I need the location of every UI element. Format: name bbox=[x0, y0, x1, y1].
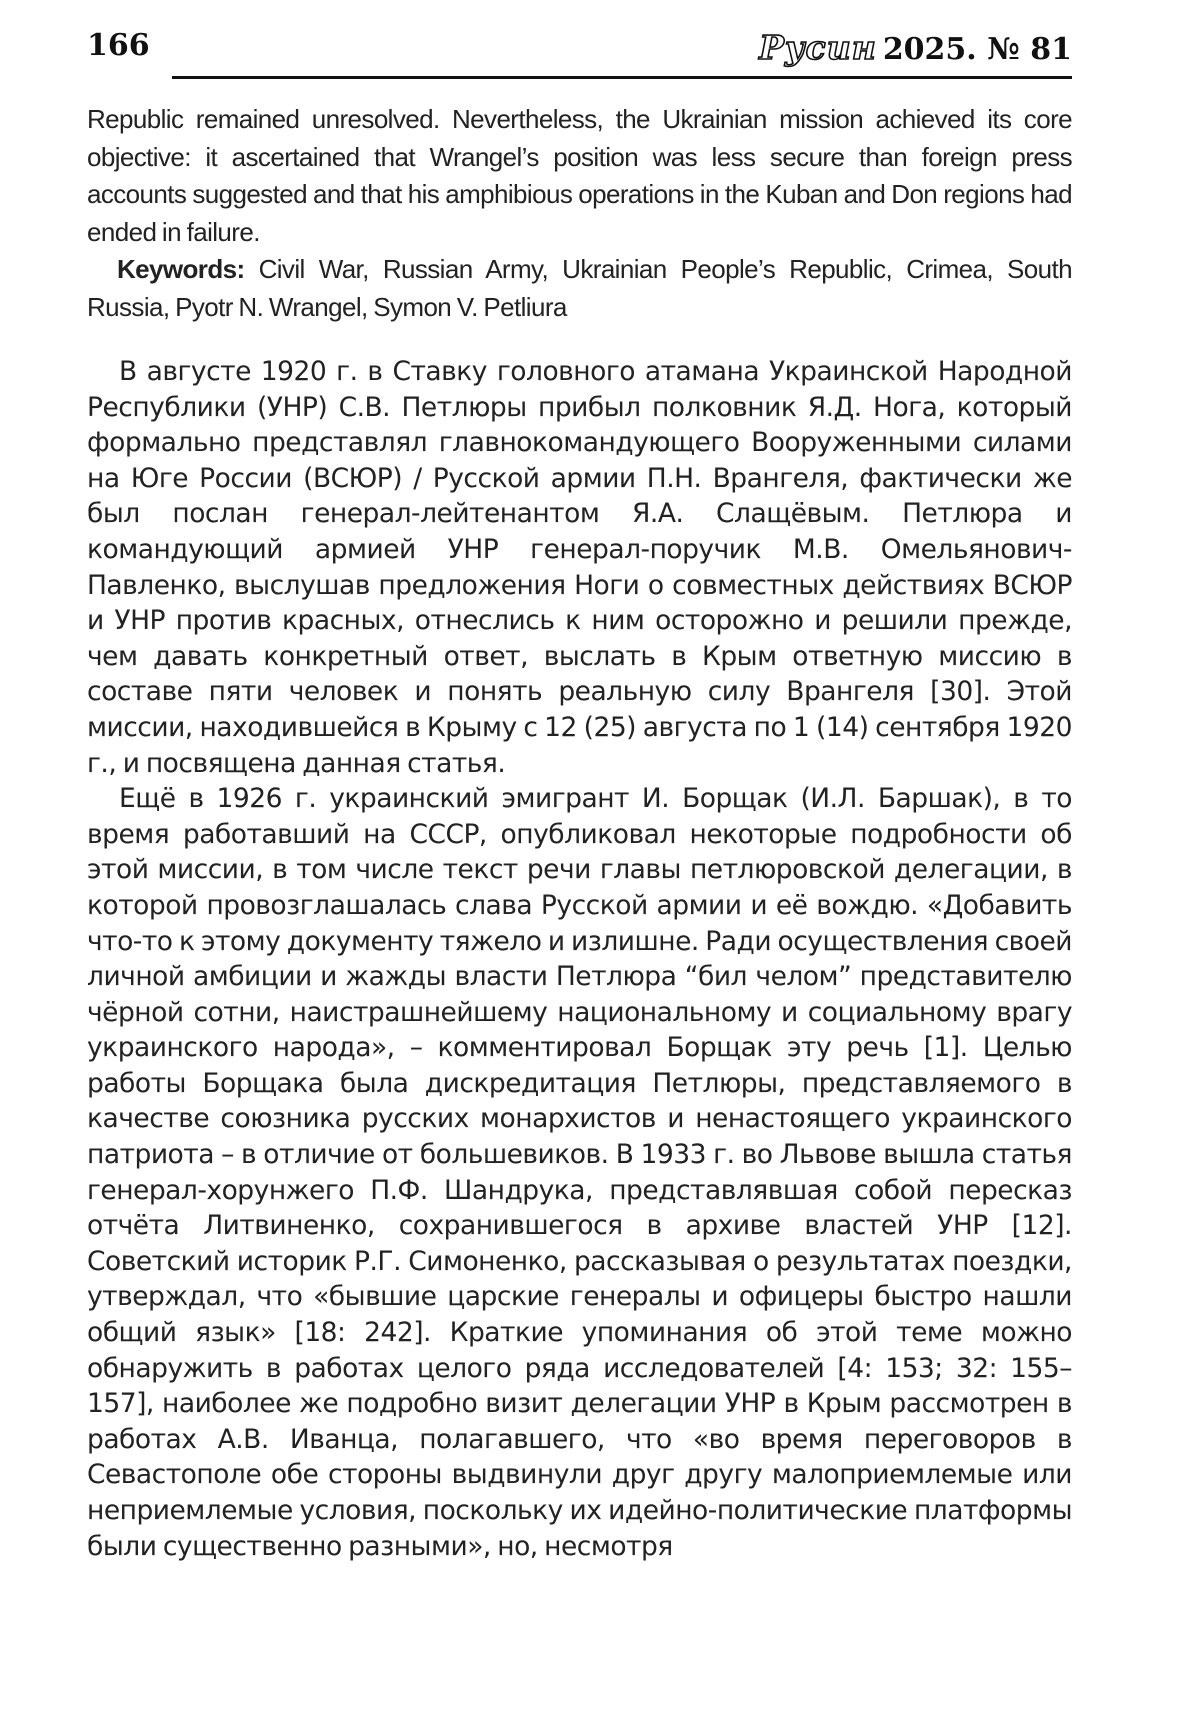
keywords bbox=[87, 251, 1072, 326]
keywords-list: Civil War, Russian Army, Ukrainian People’s Republic, Crimea, South Russia, Pyotr N. Wrangel, Symon V. Petliura bbox=[87, 254, 1072, 322]
journal-issue: 2025. № 81 bbox=[882, 32, 1072, 67]
article-body bbox=[87, 354, 1072, 1564]
body-paragraph-2: Ещё в 1926 г. украинский эмигрант И. Борщак (И.Л. Баршак), в то время работавший на СССР, опубликовал некоторые подробности об этой миссии, в том числе текст речи главы петлюровской делегации, в которой провозглашалась слава Русской армии и её вождю. «Добавить что-то к этому документу тяжело и излишне. Ради осуществления своей личной амбиции и жажды власти Петлюра “бил челом” представителю чёрной сотни, наистрашнейшему национальному и социальному врагу украинского народа», – комментировал Борщак эту речь [1]. Целью работы Борщака была дискредитация Петлюры, представляемого в качестве союзника русских монархистов и ненастоящего украинского патриота – в отличие от большевиков. В 1933 г. во Львове вышла статья генерал-хорунжего П.Ф. Шандрука, представлявшая собой пересказ отчёта Литвиненко, сохранившегося в архиве властей УНР [12]. Советский историк Р.Г. Симоненко, рассказывая о результатах поездки, утверждал, что «бывшие царские генералы и офицеры быстро нашли общий язык» [18: 242]. Краткие упоминания об этой теме можно обнаружить в работах целого ряда исследователей [4: 153; 32: 155–157], наиболее же подробно визит делегации УНР в Крым рассмотрен в работах А.В. Иванца, полагавшего, что «во время переговоров в Севастополе обе стороны выдвинули друг другу малоприемлемые или неприемлемые условия, поскольку их идейно-политические платформы были существенно разными», но, несмотря bbox=[87, 783, 1072, 1562]
journal-logo: Русин bbox=[759, 28, 877, 67]
page-number: 166 bbox=[87, 28, 150, 63]
journal-title bbox=[759, 28, 1072, 67]
body-paragraph-1: В августе 1920 г. в Ставку головного атамана Украинской Народной Республики (УНР) С.В. Петлюры прибыл полковник Я.Д. Нога, который формально представлял главнокомандующего Вооруженными силами на Юге России (ВСЮР) / Русской армии П.Н. Врангеля, фактически же был послан генерал-лейтенантом Я.А. Слащёвым. Петлюра и командующий армией УНР генерал-поручик М.В. Омельянович-Павленко, выслушав предложения Ноги о совместных действиях ВСЮР и УНР против красных, отнеслись к ним осторожно и решили прежде, чем давать конкретный ответ, выслать в Крым ответную миссию в составе пяти человек и понять реальную силу Врангеля [30]. Этой миссии, находившейся в Крыму с 12 (25) августа по 1 (14) сентября 1920 г., и посвящена данная статья. bbox=[87, 356, 1072, 779]
abstract bbox=[87, 101, 1072, 326]
page bbox=[87, 26, 1072, 1564]
abstract-continuation: Republic remained unresolved. Nevertheless, the Ukrainian mission achieved its core objective: it ascertained that Wrangel’s position was less secure than foreign press accounts suggested and that his amphibious operations in the Kuban and Don regions had ended in failure. bbox=[87, 104, 1072, 247]
running-header bbox=[87, 26, 1072, 79]
keywords-label: Keywords: bbox=[117, 254, 245, 284]
